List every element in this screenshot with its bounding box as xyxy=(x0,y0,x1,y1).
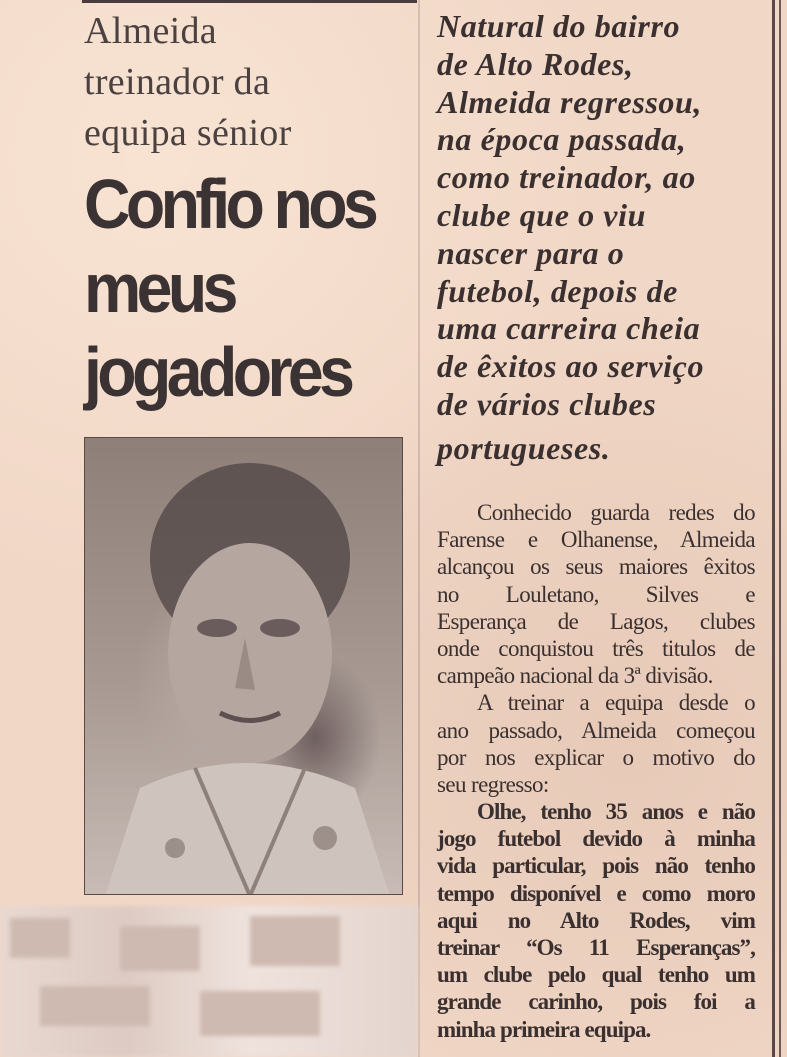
body-line: vida particular, pois não tenho xyxy=(437,853,755,879)
kicker-line: treinador da xyxy=(84,61,271,103)
body-line: alcançou os seus maiores êxitos xyxy=(437,554,755,580)
body-line: treinar “Os 11 Esperanças”, xyxy=(437,935,755,960)
lede-line: como treinador, ao xyxy=(437,159,696,196)
lede-line: Almeida regressou, xyxy=(437,83,703,120)
article-kicker xyxy=(84,6,414,159)
body-line: grande carinho, pois foi a xyxy=(437,989,755,1015)
lede-line: futebol, depois de xyxy=(437,272,678,309)
top-rule xyxy=(82,0,417,3)
body-line: seu regresso: xyxy=(437,771,549,797)
kicker-line: Almeida xyxy=(84,10,217,52)
lede-line: de êxitos ao serviço xyxy=(437,348,705,385)
right-border-rule-inner xyxy=(779,0,781,1057)
lede-line: de vários clubes xyxy=(437,385,657,422)
headline-line: meus xyxy=(84,249,234,327)
lede-line: portugueses. xyxy=(437,429,611,466)
headline-line: Confio nos xyxy=(84,165,375,243)
column-gutter xyxy=(418,0,420,1057)
lede-line: na época passada, xyxy=(437,121,687,158)
article-headline xyxy=(84,162,392,414)
body-line: um clube pelo qual tenho um xyxy=(437,962,755,988)
article-lede xyxy=(437,8,767,468)
body-line: minha primeira equipa. xyxy=(437,1016,651,1042)
body-line: jogo futebol devido à minha xyxy=(437,826,755,852)
article-body xyxy=(437,499,755,1043)
portrait-photo xyxy=(84,437,403,895)
lede-line: de Alto Rodes, xyxy=(437,45,634,82)
body-line: tempo disponível e como moro xyxy=(437,880,755,906)
lede-line: nascer para o xyxy=(437,234,625,271)
portrait-illustration xyxy=(85,438,403,895)
lede-line: clube que o viu xyxy=(437,196,646,233)
body-line: campeão nacional da 3ª divisão. xyxy=(437,663,713,689)
lede-line: Natural do bairro xyxy=(437,8,681,44)
body-line: Esperança de Lagos, clubes xyxy=(437,608,755,634)
blurred-region xyxy=(0,906,418,1057)
body-line: por nos explicar o motivo do xyxy=(437,744,755,770)
headline-line: jogadores xyxy=(84,333,351,411)
lede-line: uma carreira cheia xyxy=(437,310,701,347)
body-line: onde conquistou três titulos de xyxy=(437,635,755,661)
body-line: Olhe, tenho 35 anos e não xyxy=(477,799,755,825)
body-line: A treinar a equipa desde o xyxy=(477,690,755,716)
body-line: aqui no Alto Rodes, vim xyxy=(437,907,755,933)
body-line: ano passado, Almeida começou xyxy=(437,717,755,743)
body-line: Conhecido guarda redes do xyxy=(477,500,755,525)
body-line: no Louletano, Silves e xyxy=(437,581,755,607)
right-border-rule xyxy=(772,0,775,1057)
kicker-line: equipa sénior xyxy=(84,112,292,154)
body-line: Farense e Olhanense, Almeida xyxy=(437,527,755,553)
